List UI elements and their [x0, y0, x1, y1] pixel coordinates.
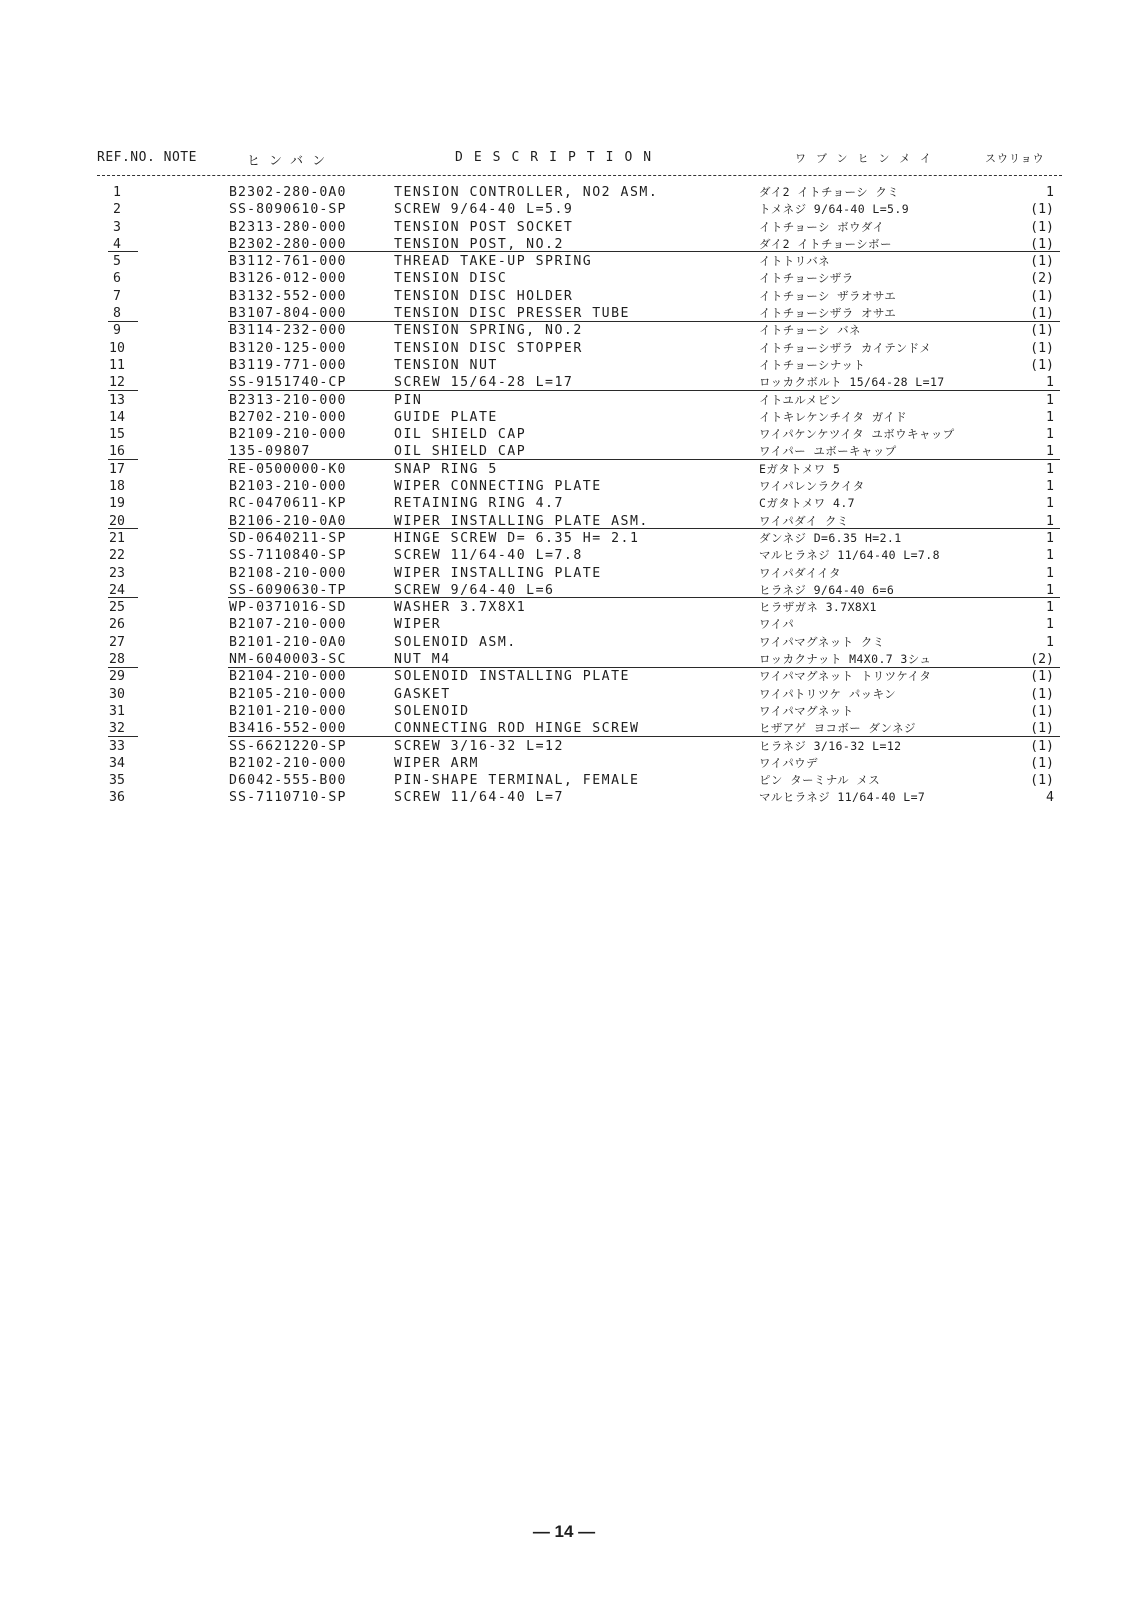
quantity: (1)	[1030, 288, 1054, 304]
description: TENSION DISC PRESSER TUBE	[394, 306, 630, 322]
quantity: 1	[1046, 617, 1054, 633]
quantity: (1)	[1030, 773, 1054, 789]
description: THREAD TAKE-UP SPRING	[394, 254, 593, 270]
quantity: 1	[1046, 582, 1054, 598]
ref-number: 3	[113, 219, 121, 235]
japanese-name: ダイ2 イトチョーシ クミ	[759, 185, 900, 199]
japanese-name: イトチョーシザラ カイテンドメ	[759, 340, 932, 355]
part-number: B2313-280-000	[229, 219, 347, 235]
quantity: (1)	[1030, 721, 1054, 737]
table-row	[0, 184, 1128, 201]
part-number: B3114-232-000	[229, 323, 347, 339]
description: WIPER INSTALLING PLATE	[394, 565, 602, 581]
part-number: B3112-761-000	[229, 254, 347, 270]
part-number: B2102-210-000	[229, 755, 347, 771]
table-row	[0, 443, 1128, 460]
table-row	[0, 340, 1128, 357]
table-row	[0, 738, 1128, 755]
quantity: (1)	[1030, 236, 1054, 252]
part-number: SS-7110840-SP	[229, 548, 347, 564]
japanese-name: ワイパー ユボーキャップ	[759, 444, 897, 459]
description: TENSION POST SOCKET	[394, 219, 574, 235]
quantity: (1)	[1030, 323, 1054, 339]
part-number: RE-0500000-K0	[229, 461, 347, 477]
quantity: 1	[1046, 461, 1054, 477]
ref-number: 19	[109, 496, 125, 512]
table-row	[0, 530, 1128, 547]
ref-number: 16	[109, 444, 125, 460]
quantity: 1	[1046, 634, 1054, 650]
part-number: WP-0371016-SD	[229, 600, 347, 616]
header-divider	[97, 175, 1062, 176]
ref-number: 30	[109, 686, 125, 702]
quantity: (2)	[1030, 271, 1054, 287]
japanese-name: ワイパダイイタ	[759, 565, 841, 580]
japanese-name: ワイパマグネット	[759, 703, 854, 718]
japanese-name: ヒラネジ 9/64-40 6=6	[759, 582, 895, 597]
description: PIN-SHAPE TERMINAL, FEMALE	[394, 773, 640, 789]
ref-number: 36	[109, 790, 125, 806]
table-row	[0, 426, 1128, 443]
quantity: (1)	[1030, 669, 1054, 685]
ref-number: 1	[113, 185, 121, 200]
japanese-name: ロッカクナット M4X0.7 3シュ	[759, 652, 932, 667]
part-number: B3107-804-000	[229, 306, 347, 322]
quantity: (1)	[1030, 340, 1054, 356]
table-row	[0, 374, 1128, 391]
ref-number: 32	[109, 721, 125, 737]
quantity: 1	[1046, 530, 1054, 546]
japanese-name: イトユルメピン	[759, 392, 842, 407]
table-row	[0, 305, 1128, 322]
ref-number: 12	[109, 375, 125, 391]
description: OIL SHIELD CAP	[394, 444, 527, 460]
quantity: (1)	[1030, 306, 1054, 322]
japanese-name: ワイパ	[759, 617, 795, 632]
description: SOLENOID INSTALLING PLATE	[394, 669, 630, 685]
ref-number: 13	[109, 392, 125, 408]
japanese-name: マルヒラネジ 11/64-40 L=7	[759, 790, 926, 805]
part-number: B2302-280-000	[229, 236, 347, 252]
quantity: 1	[1046, 375, 1054, 391]
ref-number: 9	[113, 323, 121, 339]
part-number: B3119-771-000	[229, 357, 347, 373]
table-row	[0, 668, 1128, 685]
description: SCREW 11/64-40 L=7	[394, 790, 564, 806]
part-number: B2106-210-0A0	[229, 513, 347, 529]
ref-number: 5	[113, 254, 121, 270]
description: SCREW 15/64-28 L=17	[394, 375, 574, 391]
japanese-name: マルヒラネジ 11/64-40 L=7.8	[759, 548, 940, 563]
table-row	[0, 703, 1128, 720]
ref-number: 33	[109, 738, 125, 754]
ref-number: 11	[109, 357, 125, 373]
japanese-name: イトチョーシ ボウダイ	[759, 219, 885, 234]
description: SCREW 11/64-40 L=7.8	[394, 548, 583, 564]
ref-number: 15	[109, 427, 125, 443]
table-row	[0, 270, 1128, 287]
description: WIPER INSTALLING PLATE ASM.	[394, 513, 649, 529]
description: TENSION DISC HOLDER	[394, 288, 574, 304]
description: SCREW 9/64-40 L=5.9	[394, 202, 574, 218]
quantity: 1	[1046, 565, 1054, 581]
quantity: (1)	[1030, 202, 1054, 218]
table-row	[0, 686, 1128, 703]
part-number: B2107-210-000	[229, 617, 347, 633]
quantity: 4	[1046, 790, 1054, 806]
description: TENSION POST, NO.2	[394, 236, 564, 252]
part-number: B3132-552-000	[229, 288, 347, 304]
ref-number: 24	[109, 582, 125, 598]
part-number: B2101-210-0A0	[229, 634, 347, 650]
japanese-name: ワイパマグネット トリツケイタ	[759, 669, 932, 684]
table-row	[0, 789, 1128, 806]
ref-number: 2	[113, 202, 121, 218]
ref-number: 6	[113, 271, 121, 287]
quantity: 1	[1046, 409, 1054, 425]
ref-number: 20	[109, 513, 125, 529]
ref-number: 28	[109, 652, 125, 668]
part-number: B2104-210-000	[229, 669, 347, 685]
table-row	[0, 582, 1128, 599]
part-number: SS-6090630-TP	[229, 582, 347, 598]
quantity: 1	[1046, 479, 1054, 495]
japanese-name: ワイパダイ クミ	[759, 513, 849, 528]
ref-number: 23	[109, 565, 125, 581]
ref-number: 18	[109, 479, 125, 495]
table-row	[0, 253, 1128, 270]
japanese-name: ワイパトリツケ パッキン	[759, 686, 897, 701]
japanese-name: ダンネジ D=6.35 H=2.1	[759, 530, 902, 545]
japanese-name: イトキレケンチイタ ガイド	[759, 409, 908, 424]
japanese-name: ヒラネジ 3/16-32 L=12	[759, 738, 902, 753]
ref-number: 25	[109, 600, 125, 616]
description: SOLENOID ASM.	[394, 634, 517, 650]
part-number: B2302-280-0A0	[229, 185, 347, 200]
japanese-name: イトチョーシ バネ	[759, 323, 861, 338]
quantity: (1)	[1030, 357, 1054, 373]
description: PIN	[394, 392, 423, 408]
quantity: (1)	[1030, 738, 1054, 754]
part-number: SS-9151740-CP	[229, 375, 347, 391]
japanese-name: ワイパケンケツイタ ユボウキャップ	[759, 427, 955, 442]
table-row	[0, 409, 1128, 426]
ref-number: 7	[113, 288, 121, 304]
table-row	[0, 599, 1128, 616]
description: SNAP RING 5	[394, 461, 498, 477]
table-row	[0, 219, 1128, 236]
part-number: B3120-125-000	[229, 340, 347, 356]
japanese-name: イトチョーシザラ オサエ	[759, 306, 897, 321]
part-number: B3126-012-000	[229, 271, 347, 287]
ref-number: 26	[109, 617, 125, 633]
part-number: B2103-210-000	[229, 479, 347, 495]
description: SCREW 9/64-40 L=6	[394, 582, 555, 598]
ref-number: 34	[109, 755, 125, 771]
quantity: (2)	[1030, 652, 1054, 668]
japanese-name: ピン ターミナル メス	[759, 773, 881, 788]
ref-number: 22	[109, 548, 125, 564]
parts-table	[0, 184, 1128, 807]
quantity: 1	[1046, 513, 1054, 529]
quantity: 1	[1046, 444, 1054, 460]
japanese-name: ロッカクボルト 15/64-28 L=17	[759, 375, 945, 390]
description: WIPER CONNECTING PLATE	[394, 479, 602, 495]
japanese-name: ワイパレンラクイタ	[759, 479, 865, 494]
quantity: 1	[1046, 427, 1054, 443]
description: TENSION DISC	[394, 271, 508, 287]
part-number: RC-0470611-KP	[229, 496, 347, 512]
table-row	[0, 392, 1128, 409]
japanese-name: イトチョーシ ザラオサエ	[759, 288, 897, 303]
japanese-name: ダイ2 イトチョーシボー	[759, 236, 892, 251]
ref-number: 10	[109, 340, 125, 356]
part-number: SS-8090610-SP	[229, 202, 347, 218]
part-number: SS-6621220-SP	[229, 738, 347, 754]
description: HINGE SCREW D= 6.35 H= 2.1	[394, 530, 640, 546]
part-number: B2109-210-000	[229, 427, 347, 443]
description: GUIDE PLATE	[394, 409, 498, 425]
table-row	[0, 357, 1128, 374]
description: CONNECTING ROD HINGE SCREW	[394, 721, 640, 737]
description: TENSION CONTROLLER, NO2 ASM.	[394, 185, 659, 200]
header-part-number: ヒンバン	[247, 154, 335, 169]
japanese-name: ヒラザガネ 3.7X8X1	[759, 600, 877, 615]
table-row	[0, 201, 1128, 218]
table-row	[0, 495, 1128, 512]
table-row	[0, 755, 1128, 772]
part-number: SS-7110710-SP	[229, 790, 347, 806]
japanese-name: イトチョーシザラ	[759, 271, 854, 286]
table-row	[0, 513, 1128, 530]
description: WASHER 3.7X8X1	[394, 600, 527, 616]
description: TENSION SPRING, NO.2	[394, 323, 583, 339]
header-description: DESCRIPTION	[455, 150, 663, 165]
table-row	[0, 616, 1128, 633]
description: SOLENOID	[394, 703, 470, 719]
part-number: NM-6040003-SC	[229, 652, 347, 668]
description: SCREW 3/16-32 L=12	[394, 738, 564, 754]
quantity: (1)	[1030, 254, 1054, 270]
part-number: B2313-210-000	[229, 392, 347, 408]
part-number: B2108-210-000	[229, 565, 347, 581]
table-row	[0, 288, 1128, 305]
ref-number: 17	[109, 461, 125, 477]
quantity: 1	[1046, 392, 1054, 408]
part-number: B2105-210-000	[229, 686, 347, 702]
table-row	[0, 322, 1128, 339]
quantity: (1)	[1030, 755, 1054, 771]
table-row	[0, 478, 1128, 495]
quantity: 1	[1046, 496, 1054, 512]
description: OIL SHIELD CAP	[394, 427, 527, 443]
japanese-name: ワイパウデ	[759, 755, 818, 770]
table-row	[0, 461, 1128, 478]
ref-number: 21	[109, 530, 125, 546]
japanese-name: トメネジ 9/64-40 L=5.9	[759, 202, 910, 217]
table-row	[0, 651, 1128, 668]
description: RETAINING RING 4.7	[394, 496, 564, 512]
table-row	[0, 634, 1128, 651]
quantity: 1	[1046, 185, 1054, 200]
header-japanese-name: ワブンヒンメイ	[795, 152, 942, 165]
table-row	[0, 547, 1128, 564]
part-number: SD-0640211-SP	[229, 530, 347, 546]
japanese-name: ヒザアゲ ヨコボー ダンネジ	[759, 721, 916, 736]
japanese-name: Eガタトメワ 5	[759, 461, 841, 476]
part-number: 135-09807	[229, 444, 311, 460]
ref-number: 14	[109, 409, 125, 425]
page-number: — 14 —	[532, 1522, 596, 1541]
ref-number: 35	[109, 773, 125, 789]
part-number: D6042-555-B00	[229, 773, 347, 789]
header-quantity: スウリョウ	[985, 152, 1045, 165]
quantity: (1)	[1030, 686, 1054, 702]
description: WIPER ARM	[394, 755, 479, 771]
quantity: 1	[1046, 548, 1054, 564]
quantity: 1	[1046, 600, 1054, 616]
ref-number: 29	[109, 669, 125, 685]
part-number: B2101-210-000	[229, 703, 347, 719]
table-row	[0, 565, 1128, 582]
japanese-name: イトトリバネ	[759, 254, 831, 269]
japanese-name: ワイパマグネット クミ	[759, 634, 885, 649]
table-row	[0, 772, 1128, 789]
table-row	[0, 236, 1128, 253]
header-ref-note: REF.NO. NOTE	[97, 150, 197, 165]
description: TENSION NUT	[394, 357, 498, 373]
description: NUT M4	[394, 652, 451, 668]
ref-number: 31	[109, 703, 125, 719]
description: WIPER	[394, 617, 442, 633]
ref-number: 8	[113, 306, 121, 322]
table-row	[0, 720, 1128, 737]
japanese-name: イトチョーシナット	[759, 357, 866, 372]
ref-number: 27	[109, 634, 125, 650]
part-number: B3416-552-000	[229, 721, 347, 737]
description: TENSION DISC STOPPER	[394, 340, 583, 356]
description: GASKET	[394, 686, 451, 702]
quantity: (1)	[1030, 703, 1054, 719]
part-number: B2702-210-000	[229, 409, 347, 425]
japanese-name: Cガタトメワ 4.7	[759, 496, 856, 511]
quantity: (1)	[1030, 219, 1054, 235]
ref-number: 4	[113, 236, 121, 252]
